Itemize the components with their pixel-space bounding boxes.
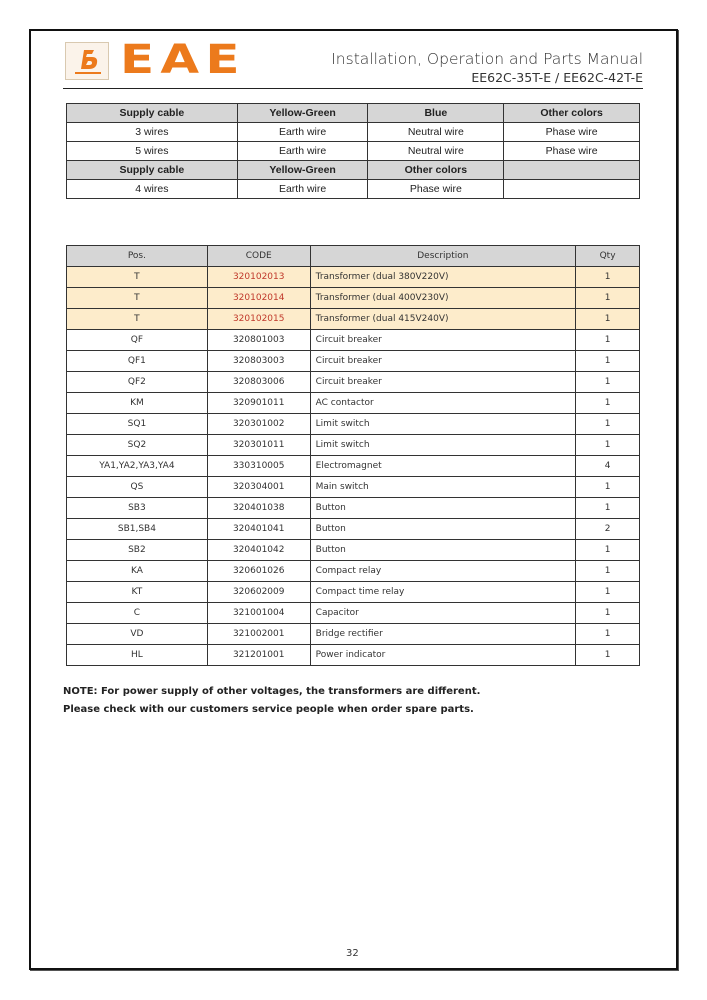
- pos-cell: SB2: [67, 540, 208, 561]
- pos-cell: C: [67, 603, 208, 624]
- column-header-qty: Qty: [576, 246, 640, 267]
- electrical-parts-table: [66, 245, 640, 666]
- parts-table-row: [67, 477, 640, 498]
- qty-cell: 1: [576, 267, 640, 288]
- parts-table-header: [67, 246, 640, 267]
- cable-table-cell: Phase wire: [504, 123, 640, 142]
- cable-table-cell: Blue: [368, 104, 504, 123]
- qty-cell: 1: [576, 540, 640, 561]
- pos-cell: QF: [67, 330, 208, 351]
- parts-table-row: [67, 456, 640, 477]
- description-cell: Compact relay: [310, 561, 575, 582]
- qty-cell: 1: [576, 582, 640, 603]
- qty-cell: 1: [576, 624, 640, 645]
- parts-table-row: [67, 645, 640, 666]
- pos-cell: YA1,YA2,YA3,YA4: [67, 456, 208, 477]
- pos-cell: QF1: [67, 351, 208, 372]
- code-cell: 320301002: [207, 414, 310, 435]
- pos-cell: VD: [67, 624, 208, 645]
- manual-title: Installation, Operation and Parts Manual: [331, 50, 643, 68]
- parts-table-row: [67, 351, 640, 372]
- description-cell: Capacitor: [310, 603, 575, 624]
- code-cell: 320401042: [207, 540, 310, 561]
- page-number: 32: [346, 948, 359, 959]
- code-cell: 320304001: [207, 477, 310, 498]
- parts-table-row: [67, 519, 640, 540]
- parts-table-row: [67, 624, 640, 645]
- cable-table-row: [67, 123, 640, 142]
- header-divider: [63, 88, 643, 89]
- code-cell: 321201001: [207, 645, 310, 666]
- description-cell: Circuit breaker: [310, 372, 575, 393]
- cable-table-header-row: [67, 161, 640, 180]
- qty-cell: 1: [576, 498, 640, 519]
- qty-cell: 1: [576, 393, 640, 414]
- parts-table-row: [67, 603, 640, 624]
- description-cell: Electromagnet: [310, 456, 575, 477]
- code-cell: 320102014: [207, 288, 310, 309]
- qty-cell: 1: [576, 309, 640, 330]
- parts-table-row: [67, 414, 640, 435]
- supply-cable-table: [66, 103, 640, 199]
- qty-cell: 1: [576, 435, 640, 456]
- parts-table-row: [67, 372, 640, 393]
- code-cell: 320301011: [207, 435, 310, 456]
- pos-cell: QF2: [67, 372, 208, 393]
- description-cell: Transformer (dual 400V230V): [310, 288, 575, 309]
- code-cell: 330310005: [207, 456, 310, 477]
- qty-cell: 2: [576, 519, 640, 540]
- cable-table-cell: Other colors: [504, 104, 640, 123]
- qty-cell: 1: [576, 372, 640, 393]
- pos-cell: QS: [67, 477, 208, 498]
- qty-cell: 1: [576, 561, 640, 582]
- qty-cell: 1: [576, 477, 640, 498]
- description-cell: Bridge rectifier: [310, 624, 575, 645]
- description-cell: Transformer (dual 415V240V): [310, 309, 575, 330]
- code-cell: 320401038: [207, 498, 310, 519]
- column-header-pos: Pos.: [67, 246, 208, 267]
- cable-table-cell: Neutral wire: [368, 123, 504, 142]
- pos-cell: HL: [67, 645, 208, 666]
- cable-table-cell: 4 wires: [67, 180, 238, 199]
- description-cell: Power indicator: [310, 645, 575, 666]
- parts-table-row: [67, 498, 640, 519]
- description-cell: Button: [310, 519, 575, 540]
- cable-table-cell: 5 wires: [67, 142, 238, 161]
- parts-table-row: [67, 288, 640, 309]
- qty-cell: 1: [576, 414, 640, 435]
- description-cell: AC contactor: [310, 393, 575, 414]
- cable-table-cell: Yellow-Green: [237, 104, 368, 123]
- pos-cell: KM: [67, 393, 208, 414]
- pos-cell: T: [67, 288, 208, 309]
- qty-cell: 1: [576, 603, 640, 624]
- description-cell: Circuit breaker: [310, 330, 575, 351]
- lightning-p-logo-icon: [70, 46, 106, 78]
- code-cell: 320401041: [207, 519, 310, 540]
- parts-table-row: [67, 309, 640, 330]
- note-line-2: Please check with our customers service people when order spare parts.: [63, 704, 474, 715]
- qty-cell: 1: [576, 351, 640, 372]
- parts-table-row: [67, 435, 640, 456]
- column-header-description: Description: [310, 246, 575, 267]
- parts-table-row: [67, 267, 640, 288]
- qty-cell: 1: [576, 288, 640, 309]
- description-cell: Button: [310, 540, 575, 561]
- cable-table-cell: [504, 161, 640, 180]
- pos-cell: SQ1: [67, 414, 208, 435]
- pos-cell: T: [67, 267, 208, 288]
- parts-table-row: [67, 330, 640, 351]
- cable-table-cell: Supply cable: [67, 161, 238, 180]
- cable-table-cell: Earth wire: [237, 142, 368, 161]
- model-numbers: EE62C-35T-E / EE62C-42T-E: [471, 70, 643, 85]
- cable-table-row: [67, 142, 640, 161]
- description-cell: Compact time relay: [310, 582, 575, 603]
- cable-table-cell: Supply cable: [67, 104, 238, 123]
- description-cell: Transformer (dual 380V220V): [310, 267, 575, 288]
- note-text: [63, 683, 480, 719]
- description-cell: Button: [310, 498, 575, 519]
- qty-cell: 1: [576, 645, 640, 666]
- cable-table-cell: Earth wire: [237, 180, 368, 199]
- brand-logo-text: EAE: [120, 37, 246, 83]
- cable-table-cell: Phase wire: [368, 180, 504, 199]
- code-cell: 320602009: [207, 582, 310, 603]
- qty-cell: 4: [576, 456, 640, 477]
- description-cell: Main switch: [310, 477, 575, 498]
- pos-cell: KA: [67, 561, 208, 582]
- cable-table-cell: [504, 180, 640, 199]
- cable-table-row: [67, 180, 640, 199]
- description-cell: Circuit breaker: [310, 351, 575, 372]
- parts-table-row: [67, 540, 640, 561]
- parts-table-row: [67, 561, 640, 582]
- parts-table-row: [67, 582, 640, 603]
- cable-table-cell: Neutral wire: [368, 142, 504, 161]
- note-line-1: NOTE: For power supply of other voltages, the transformers are different.: [63, 686, 481, 697]
- description-cell: Limit switch: [310, 435, 575, 456]
- cable-table-cell: Phase wire: [504, 142, 640, 161]
- cable-table-cell: Other colors: [368, 161, 504, 180]
- pos-cell: SB1,SB4: [67, 519, 208, 540]
- code-cell: 320102015: [207, 309, 310, 330]
- cable-table-header-row: [67, 104, 640, 123]
- cable-table-cell: 3 wires: [67, 123, 238, 142]
- description-cell: Limit switch: [310, 414, 575, 435]
- pos-cell: KT: [67, 582, 208, 603]
- code-cell: 320901011: [207, 393, 310, 414]
- code-cell: 321002001: [207, 624, 310, 645]
- pos-cell: T: [67, 309, 208, 330]
- cable-table-cell: Yellow-Green: [237, 161, 368, 180]
- code-cell: 320803003: [207, 351, 310, 372]
- pos-cell: SB3: [67, 498, 208, 519]
- pos-cell: SQ2: [67, 435, 208, 456]
- code-cell: 320803006: [207, 372, 310, 393]
- code-cell: 320601026: [207, 561, 310, 582]
- cable-table-cell: Earth wire: [237, 123, 368, 142]
- parts-table-row: [67, 393, 640, 414]
- code-cell: 321001004: [207, 603, 310, 624]
- logo-icon: [65, 42, 109, 80]
- qty-cell: 1: [576, 330, 640, 351]
- code-cell: 320801003: [207, 330, 310, 351]
- code-cell: 320102013: [207, 267, 310, 288]
- column-header-code: CODE: [207, 246, 310, 267]
